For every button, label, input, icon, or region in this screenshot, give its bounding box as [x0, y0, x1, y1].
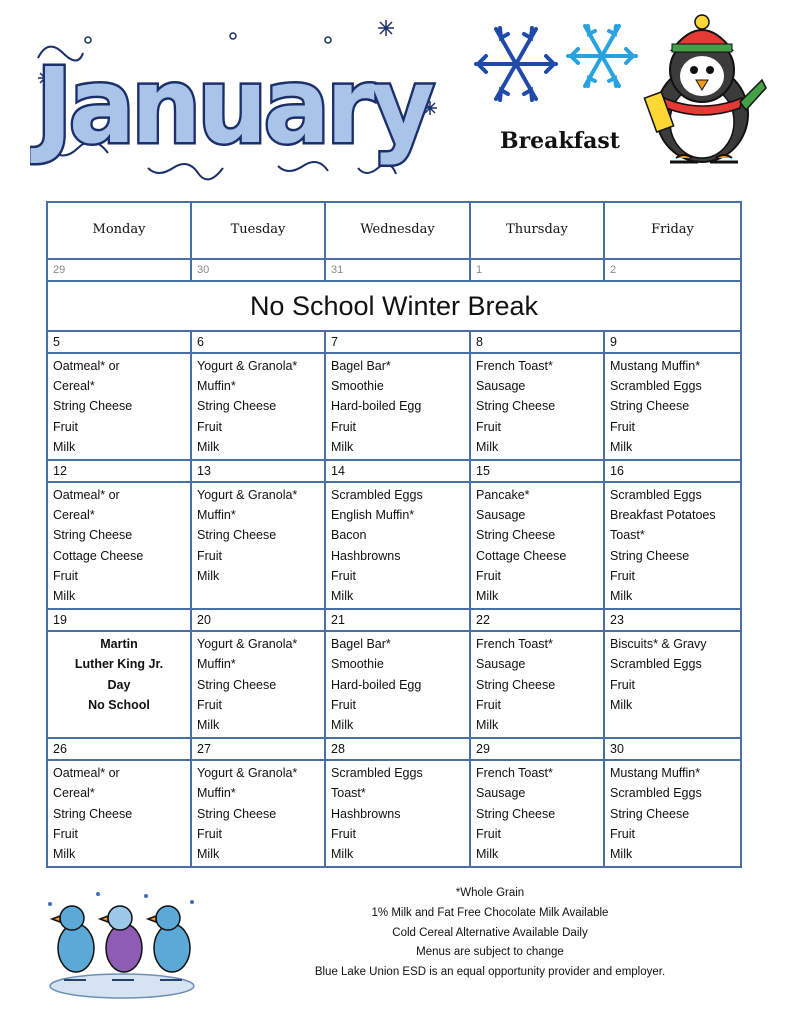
meal-cell — [191, 482, 325, 609]
menu-item: Milk — [476, 718, 499, 733]
menu-item: Milk — [197, 718, 220, 733]
menu-item: Muffin* — [197, 786, 236, 801]
menu-item: Fruit — [331, 568, 356, 583]
menu-item: String Cheese — [610, 548, 690, 563]
date-cell: 9 — [604, 331, 741, 353]
date-cell: 14 — [325, 460, 470, 482]
menu-item: Milk — [331, 589, 354, 604]
menu-item: Milk — [610, 697, 633, 712]
menu-item: Scrambled Eggs — [610, 657, 702, 672]
meal-cell — [604, 631, 741, 738]
weekday-header-row — [47, 202, 741, 259]
date-cell: 21 — [325, 609, 470, 631]
menu-item: Milk — [197, 847, 220, 862]
month-title — [30, 30, 450, 170]
menu-item: Cereal* — [53, 786, 95, 801]
menu-item: English Muffin* — [331, 508, 415, 523]
menu-item: Scrambled Eggs — [331, 488, 423, 503]
menu-item: French Toast* — [476, 637, 553, 652]
menu-item: Cottage Cheese — [53, 548, 144, 563]
date-cell: 13 — [191, 460, 325, 482]
date-cell: 23 — [604, 609, 741, 631]
menu-item: Fruit — [197, 826, 222, 841]
meal-cell — [470, 760, 604, 867]
meal-row — [47, 482, 741, 609]
weekday-header: Thursday — [470, 202, 604, 259]
weekday-header: Monday — [47, 202, 191, 259]
menu-item: Hard-boiled Egg — [331, 399, 422, 414]
menu-item: Milk — [331, 847, 354, 862]
menu-item: Muffin* — [197, 379, 236, 394]
winter-break-row — [47, 281, 741, 331]
winter-break-banner: No School Winter Break — [47, 281, 741, 331]
menu-item: Cereal* — [53, 379, 95, 394]
date-cell: 28 — [325, 738, 470, 760]
meal-cell — [604, 353, 741, 460]
menu-item: Yogurt & Granola* — [197, 359, 298, 373]
meal-cell — [604, 760, 741, 867]
weekday-header: Friday — [604, 202, 741, 259]
meal-row — [47, 760, 741, 867]
menu-item: Fruit — [53, 568, 78, 583]
menu-item: Pancake* — [476, 488, 530, 503]
menu-item: String Cheese — [197, 528, 277, 543]
menu-item: String Cheese — [197, 677, 277, 692]
meal-cell — [470, 482, 604, 609]
date-cell: 15 — [470, 460, 604, 482]
menu-item: Hashbrowns — [331, 806, 401, 821]
menu-item: Fruit — [610, 826, 635, 841]
menu-item: Biscuits* & Gravy — [610, 637, 707, 652]
meal-cell — [604, 482, 741, 609]
menu-item: Fruit — [197, 548, 222, 563]
penguin-icon — [640, 14, 770, 174]
weekday-header: Wednesday — [325, 202, 470, 259]
menu-item: String Cheese — [476, 806, 556, 821]
date-row — [47, 609, 741, 631]
menu-item: Scrambled Eggs — [610, 379, 702, 394]
menu-item: Breakfast Potatoes — [610, 508, 716, 523]
menu-item: Fruit — [331, 697, 356, 712]
menu-item: Fruit — [331, 826, 356, 841]
menu-item: Sausage — [476, 657, 526, 672]
menu-item: French Toast* — [476, 766, 553, 781]
menu-item: Milk — [197, 568, 220, 583]
menu-item: Fruit — [476, 568, 501, 583]
holiday-line: Day — [107, 677, 131, 692]
holiday-line: No School — [88, 697, 150, 712]
menu-item: Yogurt & Granola* — [197, 766, 298, 781]
snowflake-icon — [568, 26, 636, 86]
menu-item: Fruit — [476, 826, 501, 841]
menu-item: Cereal* — [53, 508, 95, 523]
meal-cell — [325, 482, 470, 609]
menu-item: Milk — [53, 439, 76, 454]
menu-item: Fruit — [197, 419, 222, 434]
footnote-line: *Whole Grain — [455, 887, 525, 899]
meal-cell — [470, 353, 604, 460]
menu-item: Yogurt & Granola* — [197, 637, 298, 652]
menu-item: Fruit — [197, 697, 222, 712]
date-row — [47, 460, 741, 482]
menu-item: Bagel Bar* — [331, 359, 391, 373]
menu-item: Mustang Muffin* — [610, 766, 701, 781]
menu-item: String Cheese — [53, 528, 133, 543]
meal-title: Breakfast — [500, 128, 620, 154]
date-cell: 30 — [191, 259, 325, 281]
date-cell: 30 — [604, 738, 741, 760]
menu-item: Muffin* — [197, 657, 236, 672]
menu-item: String Cheese — [476, 677, 556, 692]
menu-item: Scrambled Eggs — [610, 488, 702, 503]
menu-item: Sausage — [476, 379, 526, 394]
menu-item: String Cheese — [476, 399, 556, 414]
meal-cell — [191, 353, 325, 460]
date-cell: 20 — [191, 609, 325, 631]
menu-item: Bacon — [331, 528, 367, 543]
menu-item: Oatmeal* or — [53, 359, 120, 373]
meal-cell — [47, 760, 191, 867]
menu-item: Sausage — [476, 786, 526, 801]
footnote-line: Blue Lake Union ESD is an equal opportunity provider and employer. — [314, 966, 666, 979]
menu-item: Cottage Cheese — [476, 548, 567, 563]
menu-item: String Cheese — [476, 528, 556, 543]
date-cell: 12 — [47, 460, 191, 482]
menu-item: Milk — [610, 439, 633, 454]
menu-item: Mustang Muffin* — [610, 359, 701, 373]
menu-item: Hard-boiled Egg — [331, 677, 422, 692]
menu-item: Milk — [53, 847, 76, 862]
date-cell: 19 — [47, 609, 191, 631]
menu-item: String Cheese — [53, 399, 133, 414]
meal-cell — [191, 631, 325, 738]
holiday-line: Luther King Jr. — [74, 657, 164, 672]
menu-item: Bagel Bar* — [331, 637, 391, 652]
footnote-line: Cold Cereal Alternative Available Daily — [392, 926, 588, 939]
footnote-line: 1% Milk and Fat Free Chocolate Milk Available — [371, 906, 609, 919]
menu-item: Milk — [610, 589, 633, 604]
menu-item: Oatmeal* or — [53, 766, 120, 781]
date-cell: 16 — [604, 460, 741, 482]
date-cell: 26 — [47, 738, 191, 760]
menu-item: Milk — [331, 439, 354, 454]
menu-item: Sausage — [476, 508, 526, 523]
date-row — [47, 259, 741, 281]
meal-cell — [325, 760, 470, 867]
menu-item: String Cheese — [53, 806, 133, 821]
menu-item: Muffin* — [197, 508, 236, 523]
menu-item: Fruit — [476, 697, 501, 712]
date-cell: 27 — [191, 738, 325, 760]
snowflake-icons — [470, 12, 650, 122]
holiday-line: Martin — [100, 637, 138, 652]
weekday-header: Tuesday — [191, 202, 325, 259]
menu-item: Milk — [53, 589, 76, 604]
menu-item: Fruit — [53, 419, 78, 434]
menu-calendar — [46, 201, 742, 868]
menu-item: Hashbrowns — [331, 548, 401, 563]
meal-cell — [325, 353, 470, 460]
menu-item: Milk — [197, 439, 220, 454]
date-cell: 2 — [604, 259, 741, 281]
month-title-text: January — [30, 45, 434, 167]
date-cell: 1 — [470, 259, 604, 281]
date-cell: 22 — [470, 609, 604, 631]
meal-row — [47, 353, 741, 460]
menu-item: French Toast* — [476, 359, 553, 373]
menu-item: Fruit — [610, 419, 635, 434]
menu-item: Milk — [476, 589, 499, 604]
meal-cell — [47, 353, 191, 460]
menu-item: String Cheese — [610, 806, 690, 821]
meal-cell — [47, 482, 191, 609]
meal-cell — [325, 631, 470, 738]
footnote-line: Menus are subject to change — [416, 946, 564, 959]
menu-item: Yogurt & Granola* — [197, 488, 298, 503]
menu-item: Milk — [476, 847, 499, 862]
menu-item: Scrambled Eggs — [331, 766, 423, 781]
menu-item: Oatmeal* or — [53, 488, 120, 503]
menu-item: String Cheese — [610, 399, 690, 414]
holiday-cell — [47, 631, 191, 738]
menu-item: Toast* — [610, 528, 645, 543]
meal-cell — [470, 631, 604, 738]
menu-item: Milk — [610, 847, 633, 862]
menu-item: Smoothie — [331, 379, 384, 394]
menu-item: Fruit — [331, 419, 356, 434]
menu-item: Fruit — [610, 568, 635, 583]
menu-item: Fruit — [476, 419, 501, 434]
snowflake-icon — [476, 28, 556, 100]
date-cell: 7 — [325, 331, 470, 353]
menu-item: Milk — [476, 439, 499, 454]
date-cell: 29 — [47, 259, 191, 281]
menu-item: Milk — [331, 718, 354, 733]
date-cell: 29 — [470, 738, 604, 760]
meal-cell — [191, 760, 325, 867]
footnotes — [260, 884, 720, 983]
date-cell: 5 — [47, 331, 191, 353]
date-cell: 8 — [470, 331, 604, 353]
menu-item: Toast* — [331, 786, 366, 801]
menu-item: Smoothie — [331, 657, 384, 672]
menu-item: Fruit — [610, 677, 635, 692]
menu-item: String Cheese — [197, 806, 277, 821]
menu-item: String Cheese — [197, 399, 277, 414]
date-row — [47, 331, 741, 353]
date-row — [47, 738, 741, 760]
date-cell: 6 — [191, 331, 325, 353]
menu-item: Fruit — [53, 826, 78, 841]
date-cell: 31 — [325, 259, 470, 281]
skating-birds-icon — [42, 888, 202, 1003]
menu-item: Scrambled Eggs — [610, 786, 702, 801]
meal-row — [47, 631, 741, 738]
